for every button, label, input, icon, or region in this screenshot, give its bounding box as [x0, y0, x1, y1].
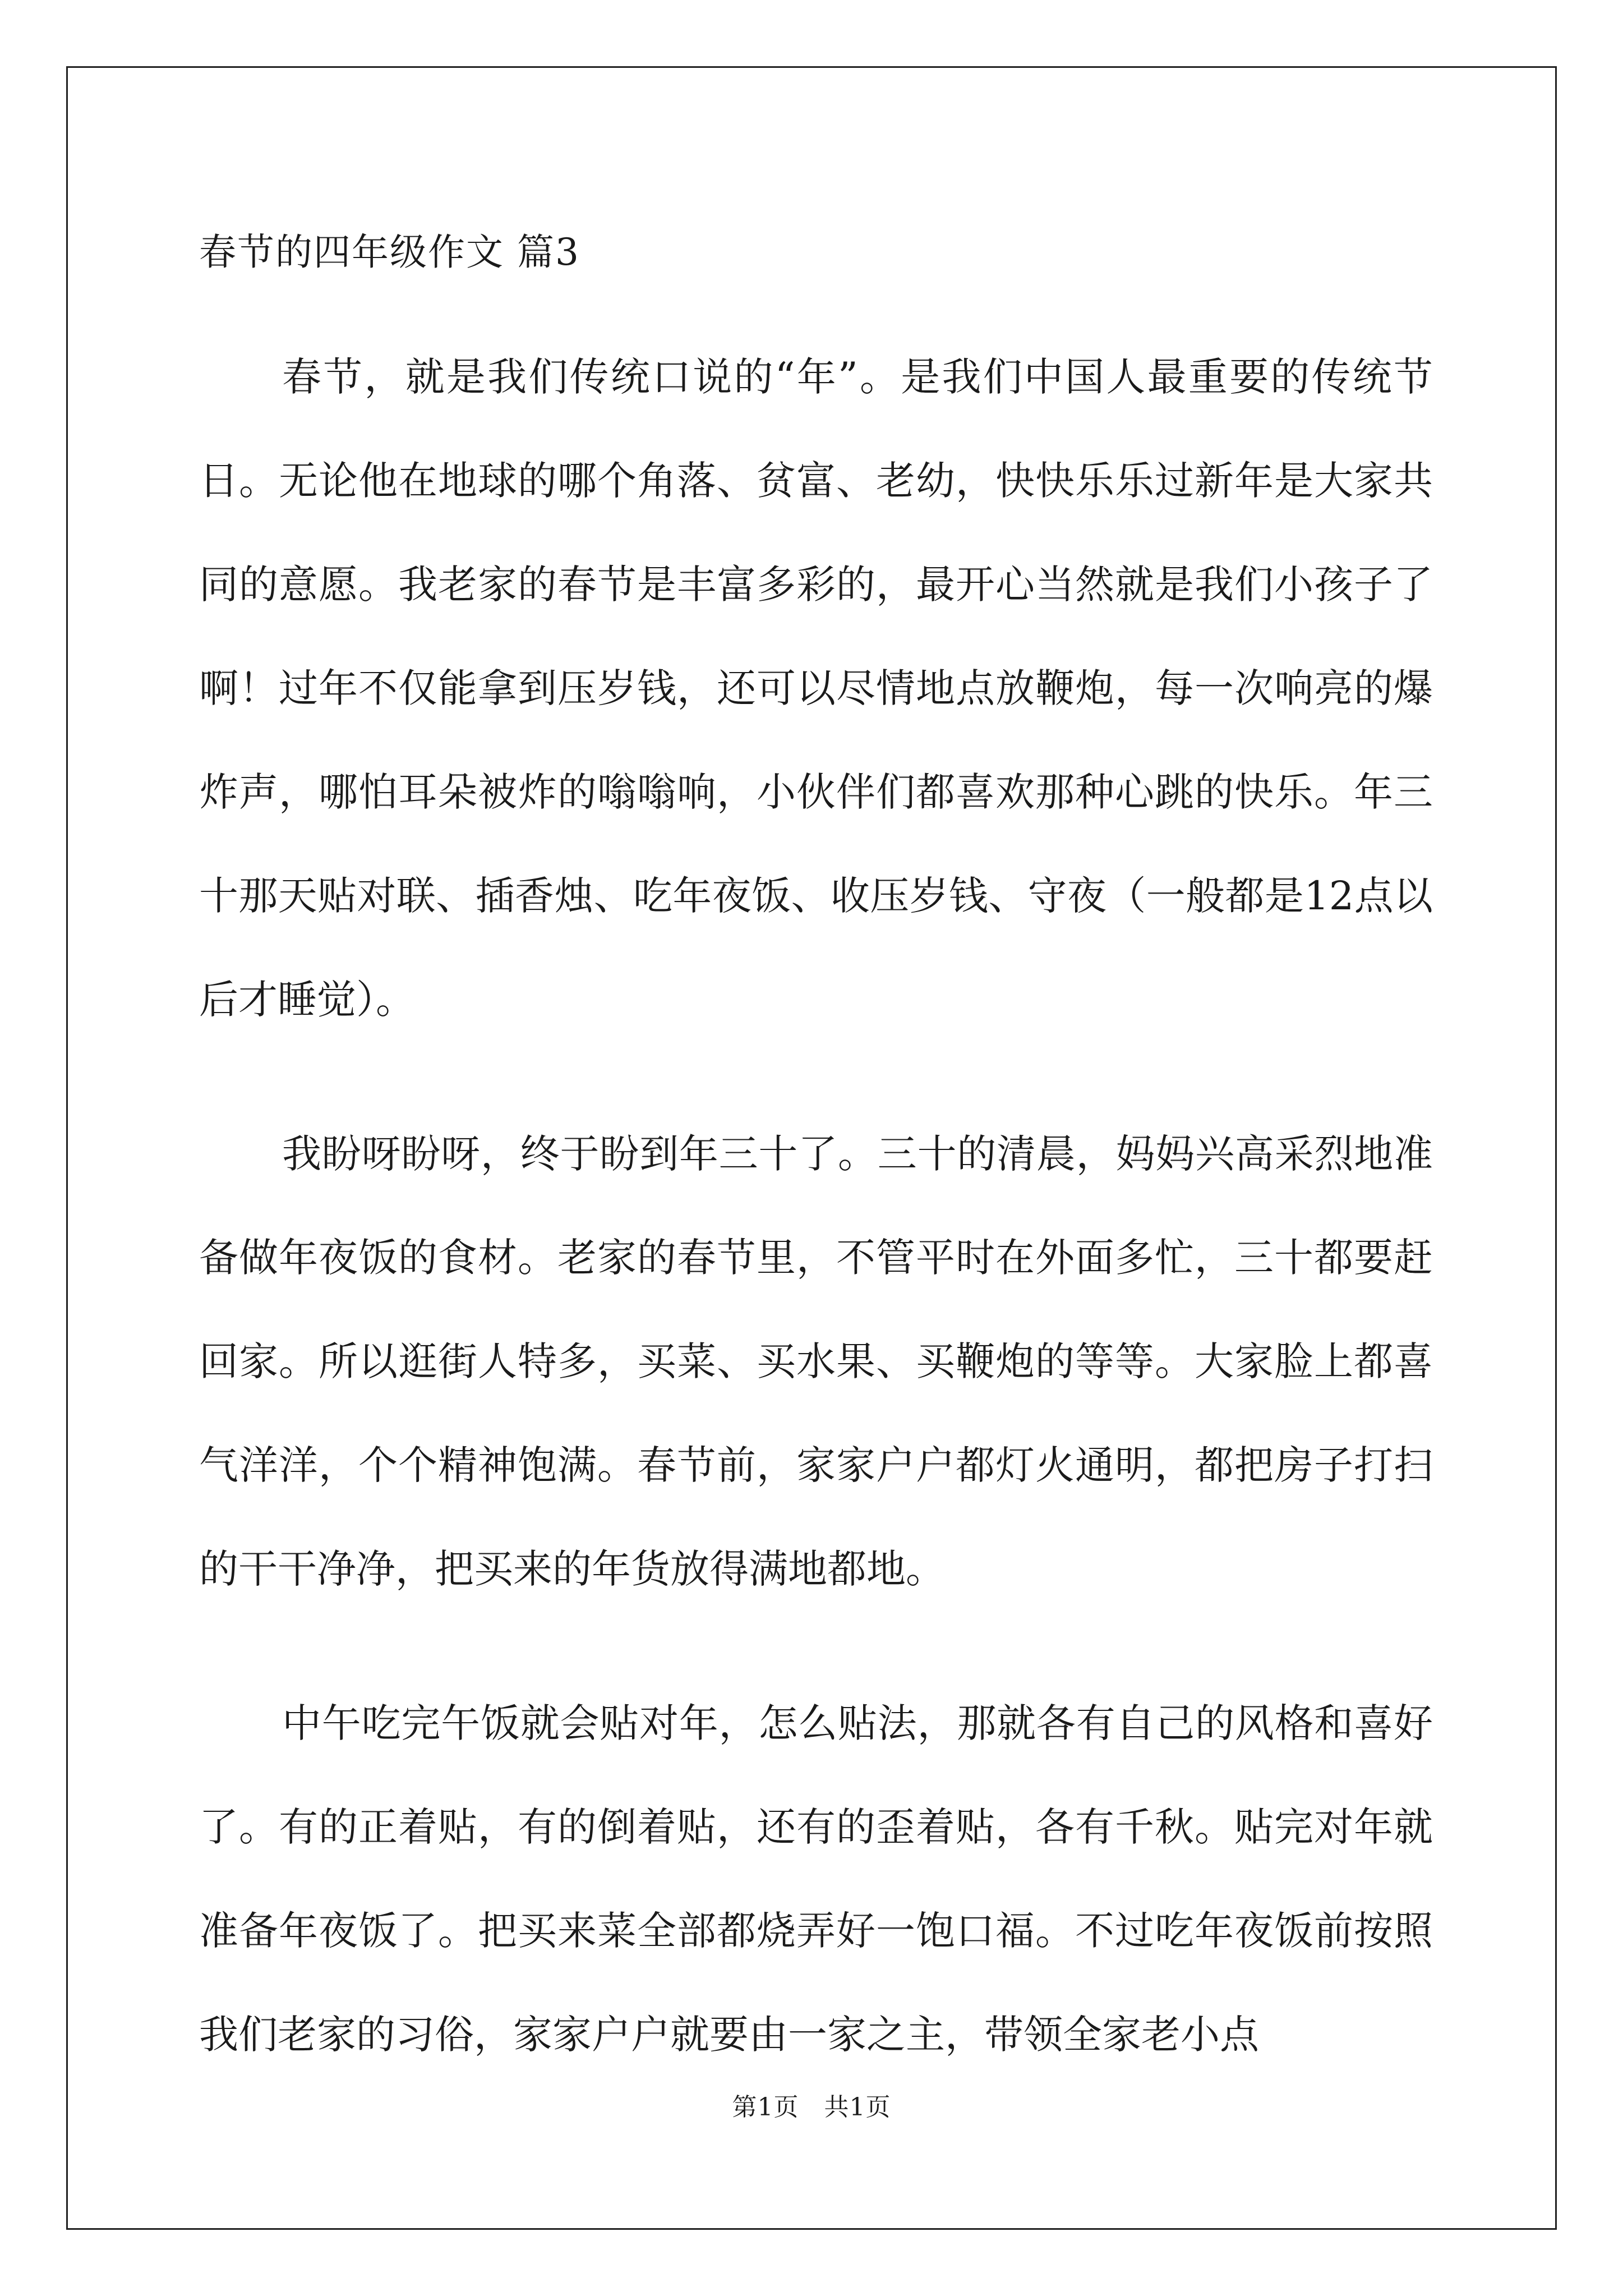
paragraph-1: 春节，就是我们传统口说的“年”。是我们中国人最重要的传统节日。无论他在地球的哪个角落、贫富、老幼，快快乐乐过新年是大家共同的意愿。我老家的春节是丰富多彩的，最开心当然就是我们小孩子了啊！过年不仅能拿到压岁钱，还可以尽情地点放鞭炮，每一次响亮的爆炸声，哪怕耳朵被炸的嗡嗡响，小伙伴们都喜欢那种心跳的快乐。年三十那天贴对联、插香烛、吃年夜饭、收压岁钱、守夜（一般都是12点以后才睡觉）。 [199, 354, 1433, 1023]
document-body [199, 222, 1433, 2087]
document-title: 春节的四年级作文 篇3 [199, 231, 580, 274]
page-total: 共1页 [824, 2093, 891, 2122]
paragraph-2: 我盼呀盼呀，终于盼到年三十了。三十的清晨，妈妈兴高采烈地准备做年夜饭的食材。老家的春节里，不管平时在外面多忙，三十都要赶回家。所以逛街人特多，买菜、买水果、买鞭炮的等等。大家脸上都喜气洋洋，个个精神饱满。春节前，家家户户都灯火通明，都把房子打扫的干干净净，把买来的年货放得满地都地。 [199, 1131, 1433, 1592]
page-number: 第1页 [732, 2093, 799, 2122]
paragraph-3: 中午吃完午饭就会贴对年，怎么贴法，那就各有自己的风格和喜好了。有的正着贴，有的倒着贴，还有的歪着贴，各有千秋。贴完对年就准备年夜饭了。把买来菜全部都烧弄好一饱口福。不过吃年夜饭前按照我们老家的习俗，家家户户就要由一家之主，带领全家老小点 [199, 1700, 1433, 2058]
page-footer [0, 2087, 1623, 2123]
